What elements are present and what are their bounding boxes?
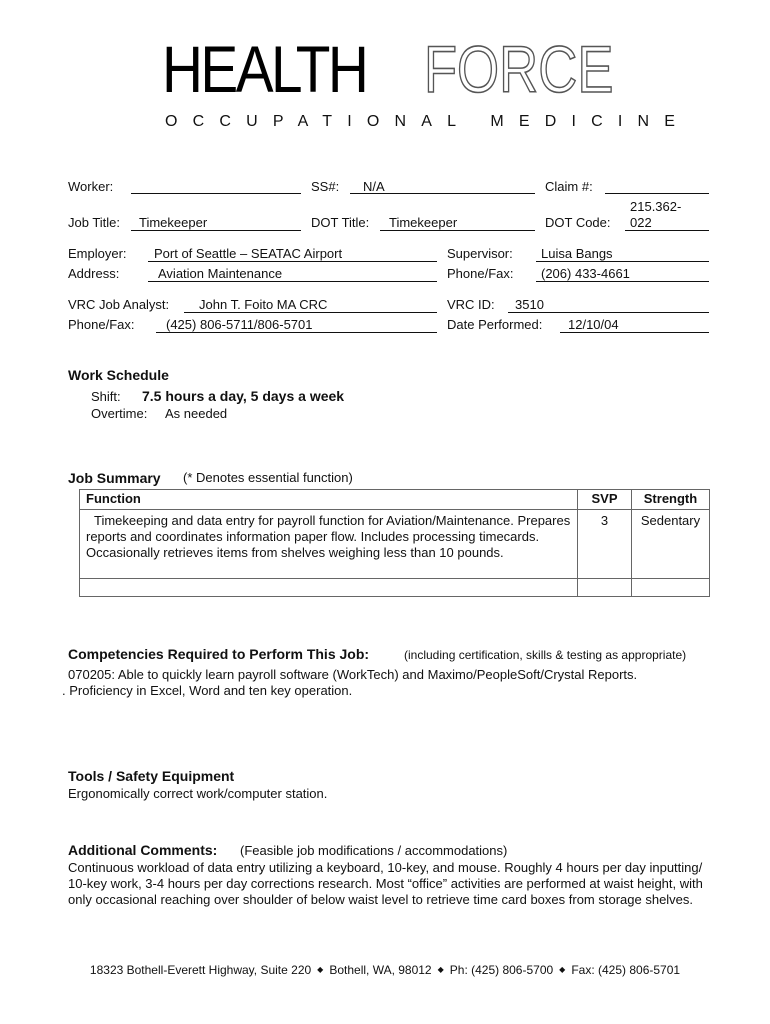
- comments-heading: Additional Comments:: [68, 842, 218, 858]
- supervisor-label: Supervisor:: [447, 246, 513, 261]
- strength-cell: Sedentary: [632, 510, 710, 579]
- address-line: [148, 281, 437, 282]
- column-header-svp: SVP: [578, 490, 632, 510]
- dot-code-label: DOT Code:: [545, 215, 611, 230]
- ss-value: N/A: [363, 179, 385, 194]
- footer-fax: Fax: (425) 806-5701: [571, 963, 681, 977]
- vrc-id-line: [508, 312, 709, 313]
- work-schedule-heading: Work Schedule: [68, 367, 169, 383]
- worker-label: Worker:: [68, 179, 114, 194]
- dot-code-value-line1: 215.362-: [630, 199, 682, 214]
- tools-heading: Tools / Safety Equipment: [68, 768, 235, 784]
- column-header-function: Function: [80, 490, 578, 510]
- job-summary-heading: Job Summary: [68, 470, 161, 486]
- vrc-analyst-value: John T. Foito MA CRC: [199, 297, 328, 312]
- date-performed-label: Date Performed:: [447, 317, 543, 332]
- logo-force-text: FORCE: [424, 32, 614, 106]
- function-cell: Timekeeping and data entry for payroll function for Aviation/Maintenance. Prepares reports and coordinates information paper flow. Includes processing timecards. Occasionally retrieves items from shelves weighing less than 10 pounds.: [80, 510, 578, 579]
- employer-line: [148, 261, 437, 262]
- diamond-icon: ◆: [437, 965, 444, 974]
- dot-code-value-line2: 022: [630, 215, 652, 230]
- shift-label: Shift:: [91, 389, 121, 404]
- date-performed-value: 12/10/04: [568, 317, 619, 332]
- claim-label: Claim #:: [545, 179, 593, 194]
- address-label: Address:: [68, 266, 120, 281]
- dot-title-label: DOT Title:: [311, 215, 370, 230]
- job-title-label: Job Title:: [68, 215, 121, 230]
- svp-cell: 3: [578, 510, 632, 579]
- phone-fax-line: [536, 281, 709, 282]
- supervisor-line: [536, 261, 709, 262]
- dot-title-value: Timekeeper: [389, 215, 458, 230]
- dot-code-line: [625, 230, 709, 231]
- footer-phone: Ph: (425) 806-5700: [449, 963, 554, 977]
- address-value: Aviation Maintenance: [158, 266, 283, 281]
- logo-subtitle: OCCUPATIONAL MEDICINE: [165, 113, 691, 130]
- svp-cell: [578, 579, 632, 597]
- comments-note: (Feasible job modifications / accommodations): [240, 843, 508, 858]
- comments-text: Continuous workload of data entry utilizing a keyboard, 10-key, and mouse. Roughly 4 hours per day inputting/ 10-key work, 3-4 hours per day corrections research. Most “office” activities are performed at waist height, with only occasional reaching over shoulder of below waist level to retrieve time card boxes from storage shelves.: [68, 860, 703, 907]
- table-header-row: [80, 490, 710, 510]
- shift-value: 7.5 hours a day, 5 days a week: [142, 388, 345, 404]
- footer-address: 18323 Bothell-Everett Highway, Suite 220: [89, 963, 312, 977]
- competencies-heading: Competencies Required to Perform This Job:: [68, 646, 370, 662]
- ss-label: SS#:: [311, 179, 340, 194]
- function-cell: [80, 579, 578, 597]
- vrc-analyst-label: VRC Job Analyst:: [68, 297, 170, 312]
- footer-city: Bothell, WA, 98012: [329, 963, 432, 977]
- tools-text: Ergonomically correct work/computer station.: [68, 786, 328, 801]
- analyst-phone-label: Phone/Fax:: [68, 317, 135, 332]
- date-performed-line: [560, 332, 709, 333]
- vrc-id-value: 3510: [515, 297, 544, 312]
- analyst-phone-value: (425) 806-5711/806-5701: [166, 317, 313, 332]
- analyst-phone-line: [156, 332, 437, 333]
- table-row: [80, 510, 710, 579]
- competencies-note: (including certification, skills & testing as appropriate): [404, 648, 687, 662]
- dot-title-line: [380, 230, 535, 231]
- employer-label: Employer:: [68, 246, 127, 261]
- phone-fax-value: (206) 433-4661: [541, 266, 630, 281]
- phone-fax-label: Phone/Fax:: [447, 266, 514, 281]
- worker-line: [131, 193, 301, 194]
- table-row: [80, 579, 710, 597]
- job-summary-note: (* Denotes essential function): [183, 470, 353, 485]
- overtime-label: Overtime:: [91, 406, 148, 421]
- employer-value: Port of Seattle – SEATAC Airport: [154, 246, 343, 261]
- overtime-value: As needed: [165, 406, 228, 421]
- column-header-strength: Strength: [632, 490, 710, 510]
- strength-cell: [632, 579, 710, 597]
- vrc-id-label: VRC ID:: [447, 297, 495, 312]
- competency-line-1: 070205: Able to quickly learn payroll software (WorkTech) and Maximo/PeopleSoft/Crystal Reports.: [68, 667, 638, 682]
- diamond-icon: ◆: [559, 965, 566, 974]
- job-title-line: [131, 230, 301, 231]
- job-title-value: Timekeeper: [139, 215, 208, 230]
- competency-line-2: . Proficiency in Excel, Word and ten key operation.: [62, 683, 353, 698]
- claim-line: [605, 193, 709, 194]
- job-summary-table: [79, 489, 710, 597]
- logo-health-text: HEALTH: [162, 32, 367, 106]
- diamond-icon: ◆: [317, 965, 324, 974]
- vrc-analyst-line: [184, 312, 437, 313]
- footer: [0, 963, 770, 977]
- supervisor-value: Luisa Bangs: [541, 246, 613, 261]
